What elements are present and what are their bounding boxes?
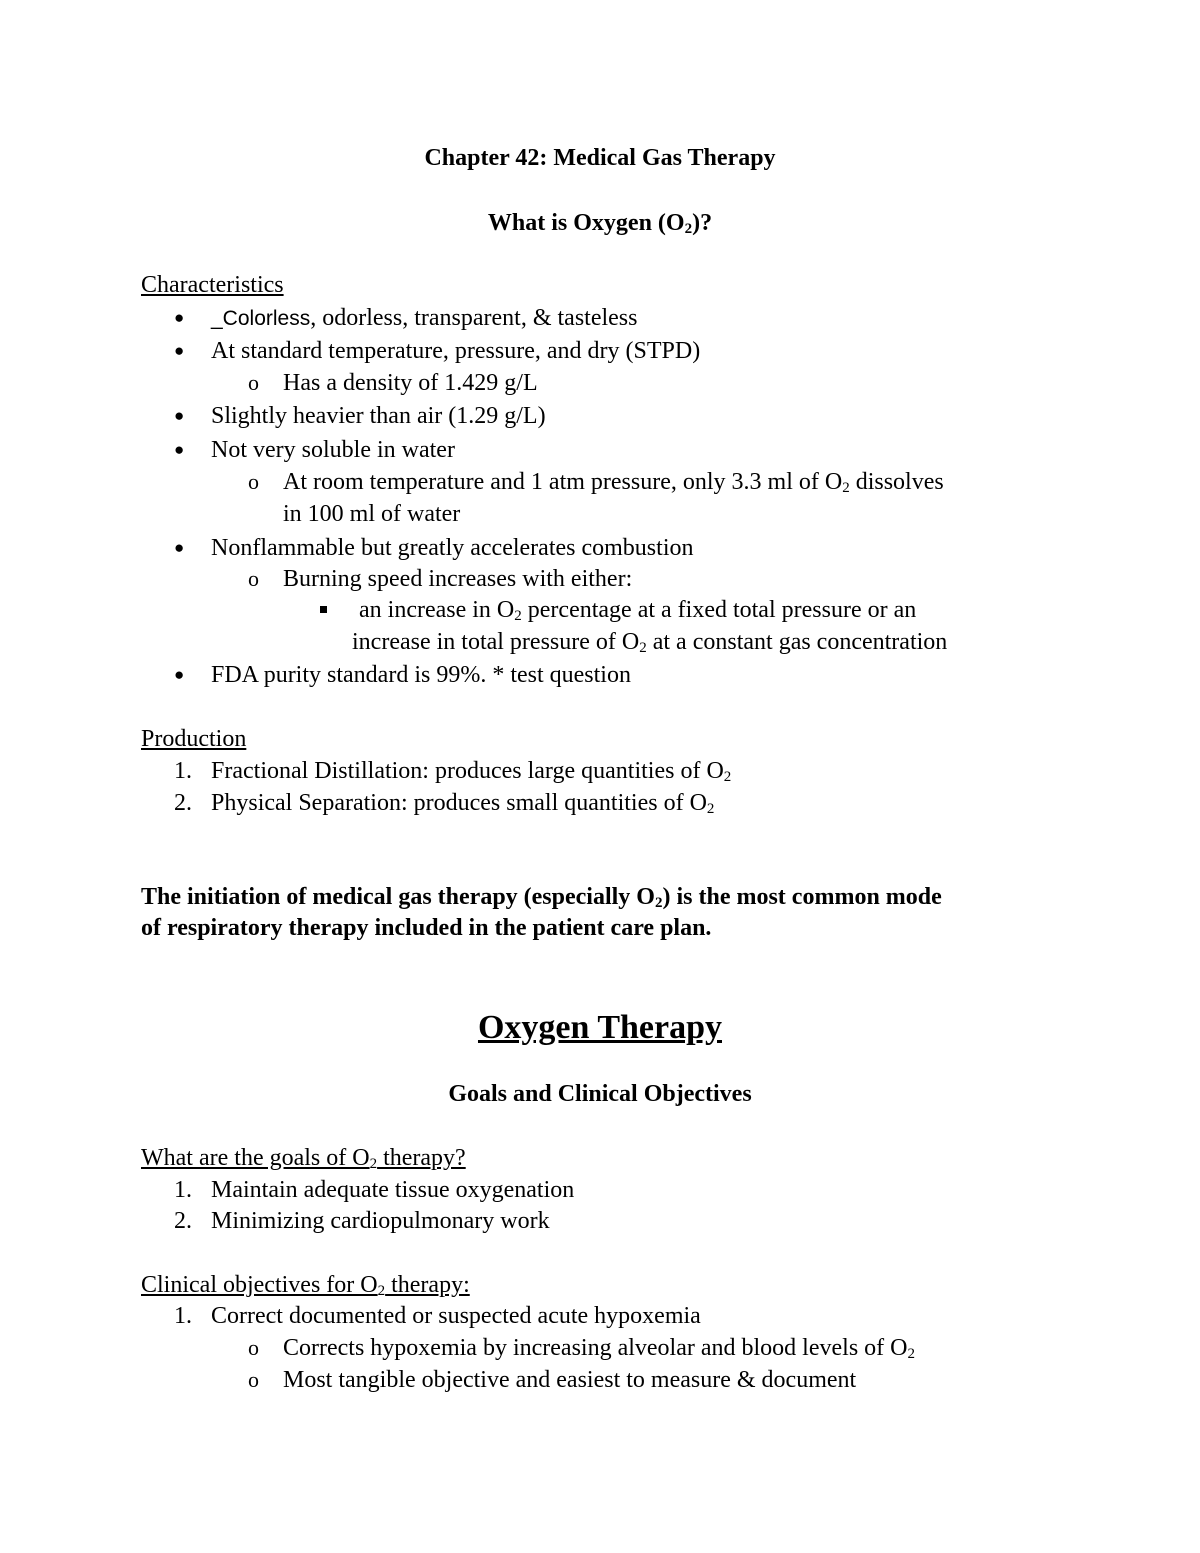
list-item: At room temperature and 1 atm pressure, only 3.3 ml of $O_2$ dissolves: [283, 469, 944, 496]
list-item: an increase in $O_2$ percentage at a fixed total pressure or an: [359, 597, 917, 624]
chapter-title: Chapter 42: Medical Gas Therapy: [424, 145, 776, 171]
list-number: 1.: [174, 1177, 192, 1203]
bullet-icon: ●: [174, 665, 185, 684]
list-number: 1.: [174, 1303, 192, 1329]
bullet-icon: ●: [174, 538, 185, 557]
list-item: Minimizing cardiopulmonary work: [211, 1208, 550, 1234]
list-item: Maintain adequate tissue oxygenation: [211, 1177, 575, 1203]
list-number: 2.: [174, 1208, 192, 1234]
bullet-icon: ●: [174, 440, 185, 459]
list-number: 2.: [174, 790, 192, 816]
goals-subtitle: Goals and Clinical Objectives: [448, 1081, 752, 1107]
characteristics-heading: Characteristics: [141, 272, 284, 298]
list-item: _Colorless, odorless, transparent, & tasteless: [211, 305, 638, 331]
bullet-icon: ●: [174, 308, 185, 327]
list-item: Not very soluble in water: [211, 437, 455, 463]
list-item: Has a density of 1.429 g/L: [283, 370, 538, 396]
list-item: FDA purity standard is 99%. * test question: [211, 662, 631, 688]
objectives-heading: Clinical objectives for $O_2$ therapy:: [141, 1272, 470, 1299]
section-heading-what-is-oxygen: What is Oxygen $(O_2)$?: [487, 210, 713, 237]
circle-bullet-icon: o: [248, 370, 259, 395]
list-item: Slightly heavier than air (1.29 g/L): [211, 403, 546, 429]
bullet-icon: ●: [174, 341, 185, 360]
list-item: Burning speed increases with either:: [283, 566, 633, 592]
statement-line-1: The initiation of medical gas therapy (especially $O_2$) is the most common mode: [141, 884, 942, 911]
circle-bullet-icon: o: [248, 566, 259, 591]
list-item: Fractional Distillation: produces large quantities of $O_2$: [211, 758, 732, 785]
square-bullet-icon: [320, 606, 327, 613]
statement-line-2: of respiratory therapy included in the patient care plan.: [141, 915, 712, 941]
oxygen-therapy-title: Oxygen Therapy: [477, 1009, 722, 1046]
list-item: Physical Separation: produces small quantities of $O_2$: [211, 790, 715, 817]
bullet-icon: ●: [174, 406, 185, 425]
list-item: Nonflammable but greatly accelerates combustion: [211, 535, 694, 561]
list-item: Correct documented or suspected acute hypoxemia: [211, 1303, 701, 1329]
circle-bullet-icon: o: [248, 1335, 259, 1360]
circle-bullet-icon: o: [248, 469, 259, 494]
list-item: At standard temperature, pressure, and dry (STPD): [211, 338, 701, 364]
production-heading: Production: [141, 726, 247, 752]
list-item-continuation: in 100 ml of water: [283, 501, 461, 527]
list-number: 1.: [174, 758, 192, 784]
circle-bullet-icon: o: [248, 1367, 259, 1392]
list-item: Corrects hypoxemia by increasing alveolar and blood levels of $O_2$: [283, 1335, 915, 1362]
goals-heading: What are the goals of $O_2$ therapy?: [141, 1145, 466, 1172]
list-item: Most tangible objective and easiest to measure & document: [283, 1367, 857, 1393]
list-item-continuation: increase in total pressure of $O_2$ at a constant gas concentration: [352, 629, 948, 656]
